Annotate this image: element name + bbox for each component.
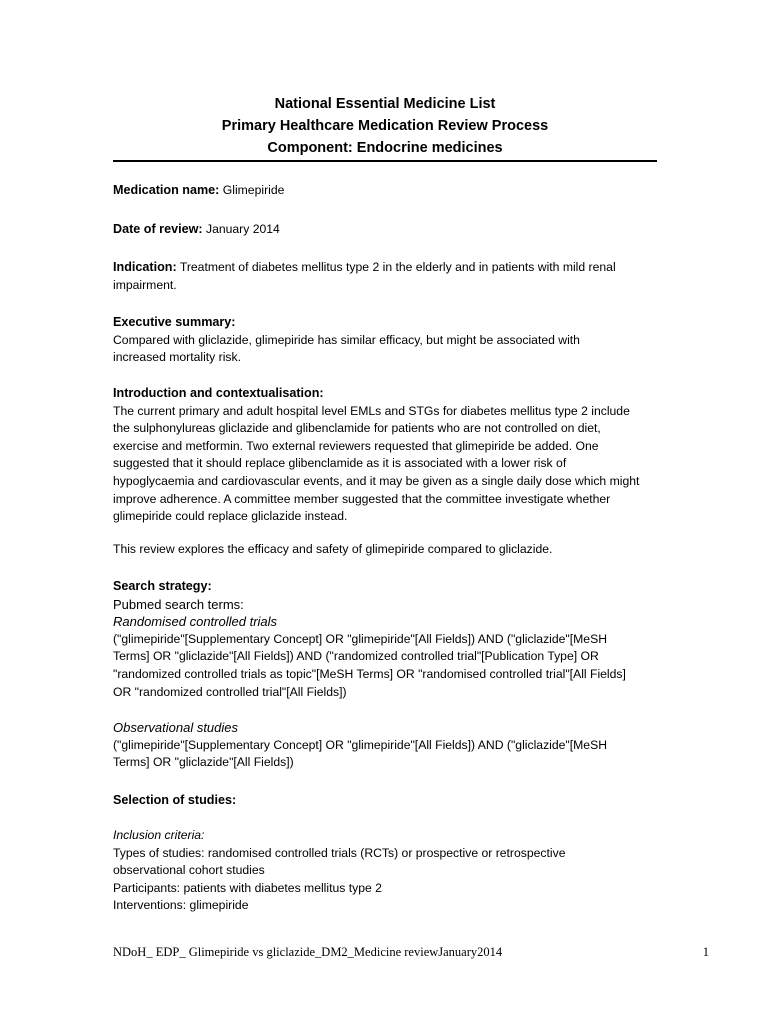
introduction-line: suggested that it should replace glibenclamide as it is associated with a lower risk of <box>113 456 567 471</box>
medication-name <box>113 182 658 200</box>
indication-label: Indication: <box>113 260 177 274</box>
rct-query-line: Terms] OR "gliclazide"[All Fields]) AND ("randomized controlled trial"[Publication Type] OR <box>113 649 599 664</box>
types-of-studies: Types of studies: randomised controlled trials (RCTs) or prospective or retrospective <box>113 845 566 860</box>
interventions: Interventions: glimepiride <box>113 898 249 913</box>
header-subtitle: Primary Healthcare Medication Review Process <box>221 118 549 134</box>
review-statement-text: This review explores the efficacy and safety of glimepiride compared to gliclazide. <box>113 542 553 556</box>
rct-label: Randomised controlled trials <box>113 614 278 630</box>
introduction-line: the sulphonylureas gliclazide and glibenclamide for patients who are not controlled on diet, <box>113 421 601 436</box>
observational-query-line: Terms] OR "gliclazide"[All Fields]) <box>113 755 294 770</box>
observational-label: Observational studies <box>113 720 239 735</box>
date-of-review-label: Date of review: <box>113 222 203 236</box>
introduction-heading: Introduction and contextualisation: <box>113 386 324 400</box>
inclusion-label: Inclusion criteria: <box>113 828 205 842</box>
introduction-line: glimepiride could replace gliclazide instead. <box>113 509 348 524</box>
executive-summary <box>113 314 658 367</box>
date-of-review-value: January 2014 <box>202 222 280 236</box>
executive-summary-line: increased mortality risk. <box>113 350 242 365</box>
introduction-line: The current primary and adult hospital level EMLs and STGs for diabetes mellitus type 2 include <box>113 403 630 418</box>
inclusion-criteria <box>113 827 658 915</box>
date-of-review <box>113 221 658 239</box>
participants: Participants: patients with diabetes mellitus type 2 <box>113 880 382 895</box>
rct-query-line: "randomized controlled trials as topic"[MeSH Terms] OR "randomised controlled trial"[All Fields] <box>113 666 626 681</box>
header-rule <box>113 160 657 162</box>
types-of-studies-cont: observational cohort studies <box>113 863 265 878</box>
selection-heading: Selection of studies: <box>113 793 237 807</box>
review-statement <box>113 541 658 559</box>
indication-text: Treatment of diabetes mellitus type 2 in the elderly and in patients with mild renal <box>176 260 616 274</box>
indication <box>113 259 658 294</box>
executive-summary-line: Compared with gliclazide, glimepiride has similar efficacy, but might be associated with <box>113 332 580 347</box>
introduction-line: improve adherence. A committee member suggested that the committee investigate whether <box>113 491 611 506</box>
indication-text-cont: impairment. <box>113 277 177 292</box>
observational-query-line: ("glimepiride"[Supplementary Concept] OR "glimepiride"[All Fields]) AND ("gliclazide"[MeSH <box>113 737 607 752</box>
search-strategy-heading: Search strategy: <box>113 579 212 593</box>
selection-of-studies <box>113 792 658 810</box>
search-strategy <box>113 578 658 701</box>
medication-name-label: Medication name: <box>113 183 220 197</box>
header-title: National Essential Medicine List <box>274 96 496 112</box>
medication-name-value: Glimepiride <box>219 183 285 197</box>
observational-studies <box>113 719 658 772</box>
page-number: 1 <box>702 945 709 959</box>
document-header <box>113 93 657 159</box>
introduction-line: hypoglycaemia and cardiovascular events, and it may be given as a single daily dose which might <box>113 473 640 488</box>
header-component: Component: Endocrine medicines <box>267 140 503 156</box>
rct-query-line: OR "randomized controlled trial"[All Fields]) <box>113 684 347 699</box>
rct-query-line: ("glimepiride"[Supplementary Concept] OR "glimepiride"[All Fields]) AND ("gliclazide"[MeSH <box>113 631 607 646</box>
executive-summary-heading: Executive summary: <box>113 315 236 329</box>
pubmed-search-label: Pubmed search terms: <box>113 596 244 612</box>
footer-filename: NDoH_ EDP_ Glimepiride vs gliclazide_DM2_Medicine reviewJanuary2014 <box>113 945 503 959</box>
introduction <box>113 385 658 526</box>
introduction-line: exercise and metformin. Two external reviewers requested that glimepiride be added. One <box>113 438 599 453</box>
